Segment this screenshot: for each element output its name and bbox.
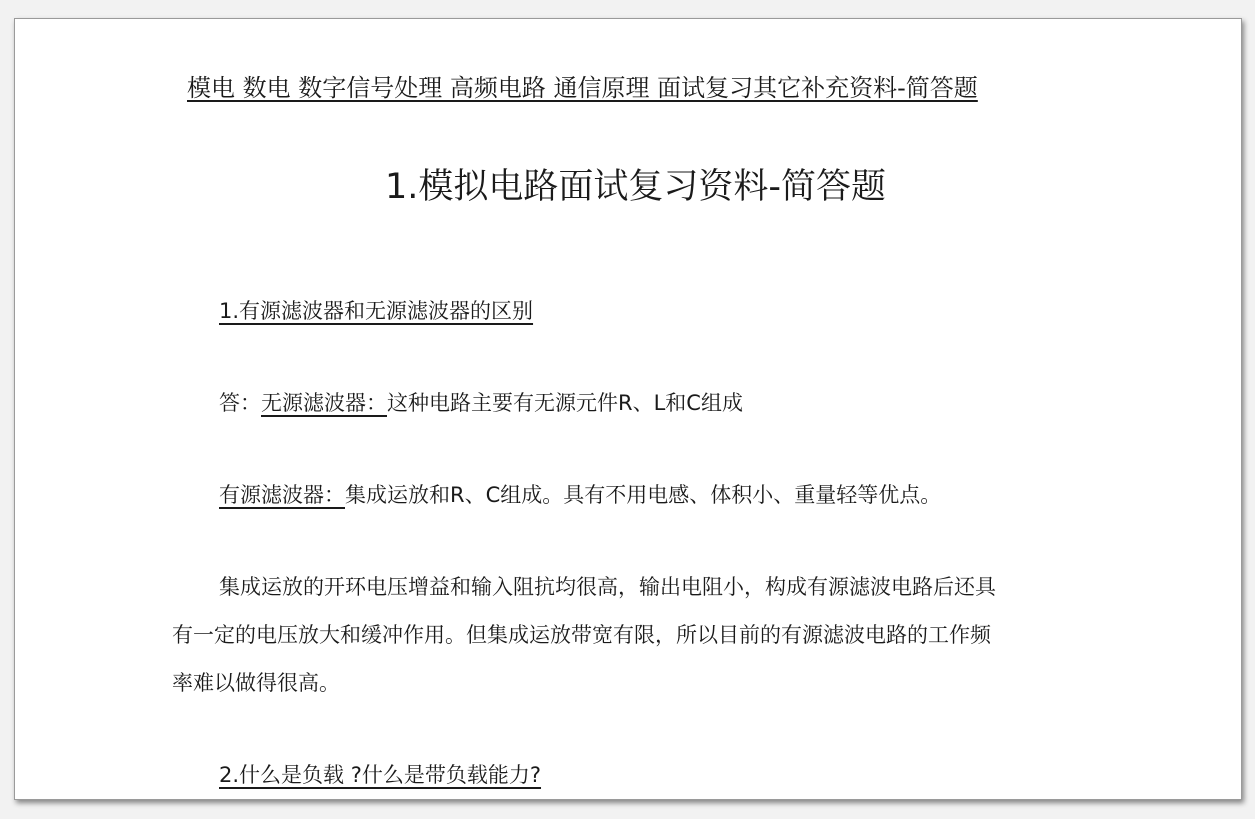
paragraph-line-3: 率难以做得很高。 bbox=[172, 671, 340, 695]
active-filter-text: 集成运放和R、C组成。具有不用电感、体积小、重量轻等优点。 bbox=[345, 483, 942, 507]
answer-active-filter bbox=[219, 480, 941, 510]
active-filter-label: 有源滤波器： bbox=[219, 483, 345, 507]
answer-prefix: 答： bbox=[219, 391, 261, 415]
main-title: 1.模拟电路面试复习资料-简答题 bbox=[384, 167, 887, 207]
document-header-title: 模电 数电 数字信号处理 高频电路 通信原理 面试复习其它补充资料-简答题 bbox=[187, 74, 978, 102]
document-page bbox=[14, 18, 1242, 800]
question-2-text: 2.什么是负载 ?什么是带负载能力? bbox=[219, 763, 542, 787]
question-1-text: 1.有源滤波器和无源滤波器的区别 bbox=[219, 299, 534, 323]
question-1 bbox=[219, 296, 544, 326]
answer-passive-filter bbox=[219, 388, 743, 418]
passive-filter-label: 无源滤波器： bbox=[261, 391, 387, 415]
paragraph-line-2: 有一定的电压放大和缓冲作用。但集成运放带宽有限，所以目前的有源滤波电路的工作频 bbox=[172, 623, 991, 647]
passive-filter-text: 这种电路主要有无源元件R、L和C组成 bbox=[387, 391, 743, 415]
question-2 bbox=[219, 760, 552, 790]
paragraph-line-1: 集成运放的开环电压增益和输入阻抗均很高，输出电阻小，构成有源滤波电路后还具 bbox=[219, 575, 996, 599]
